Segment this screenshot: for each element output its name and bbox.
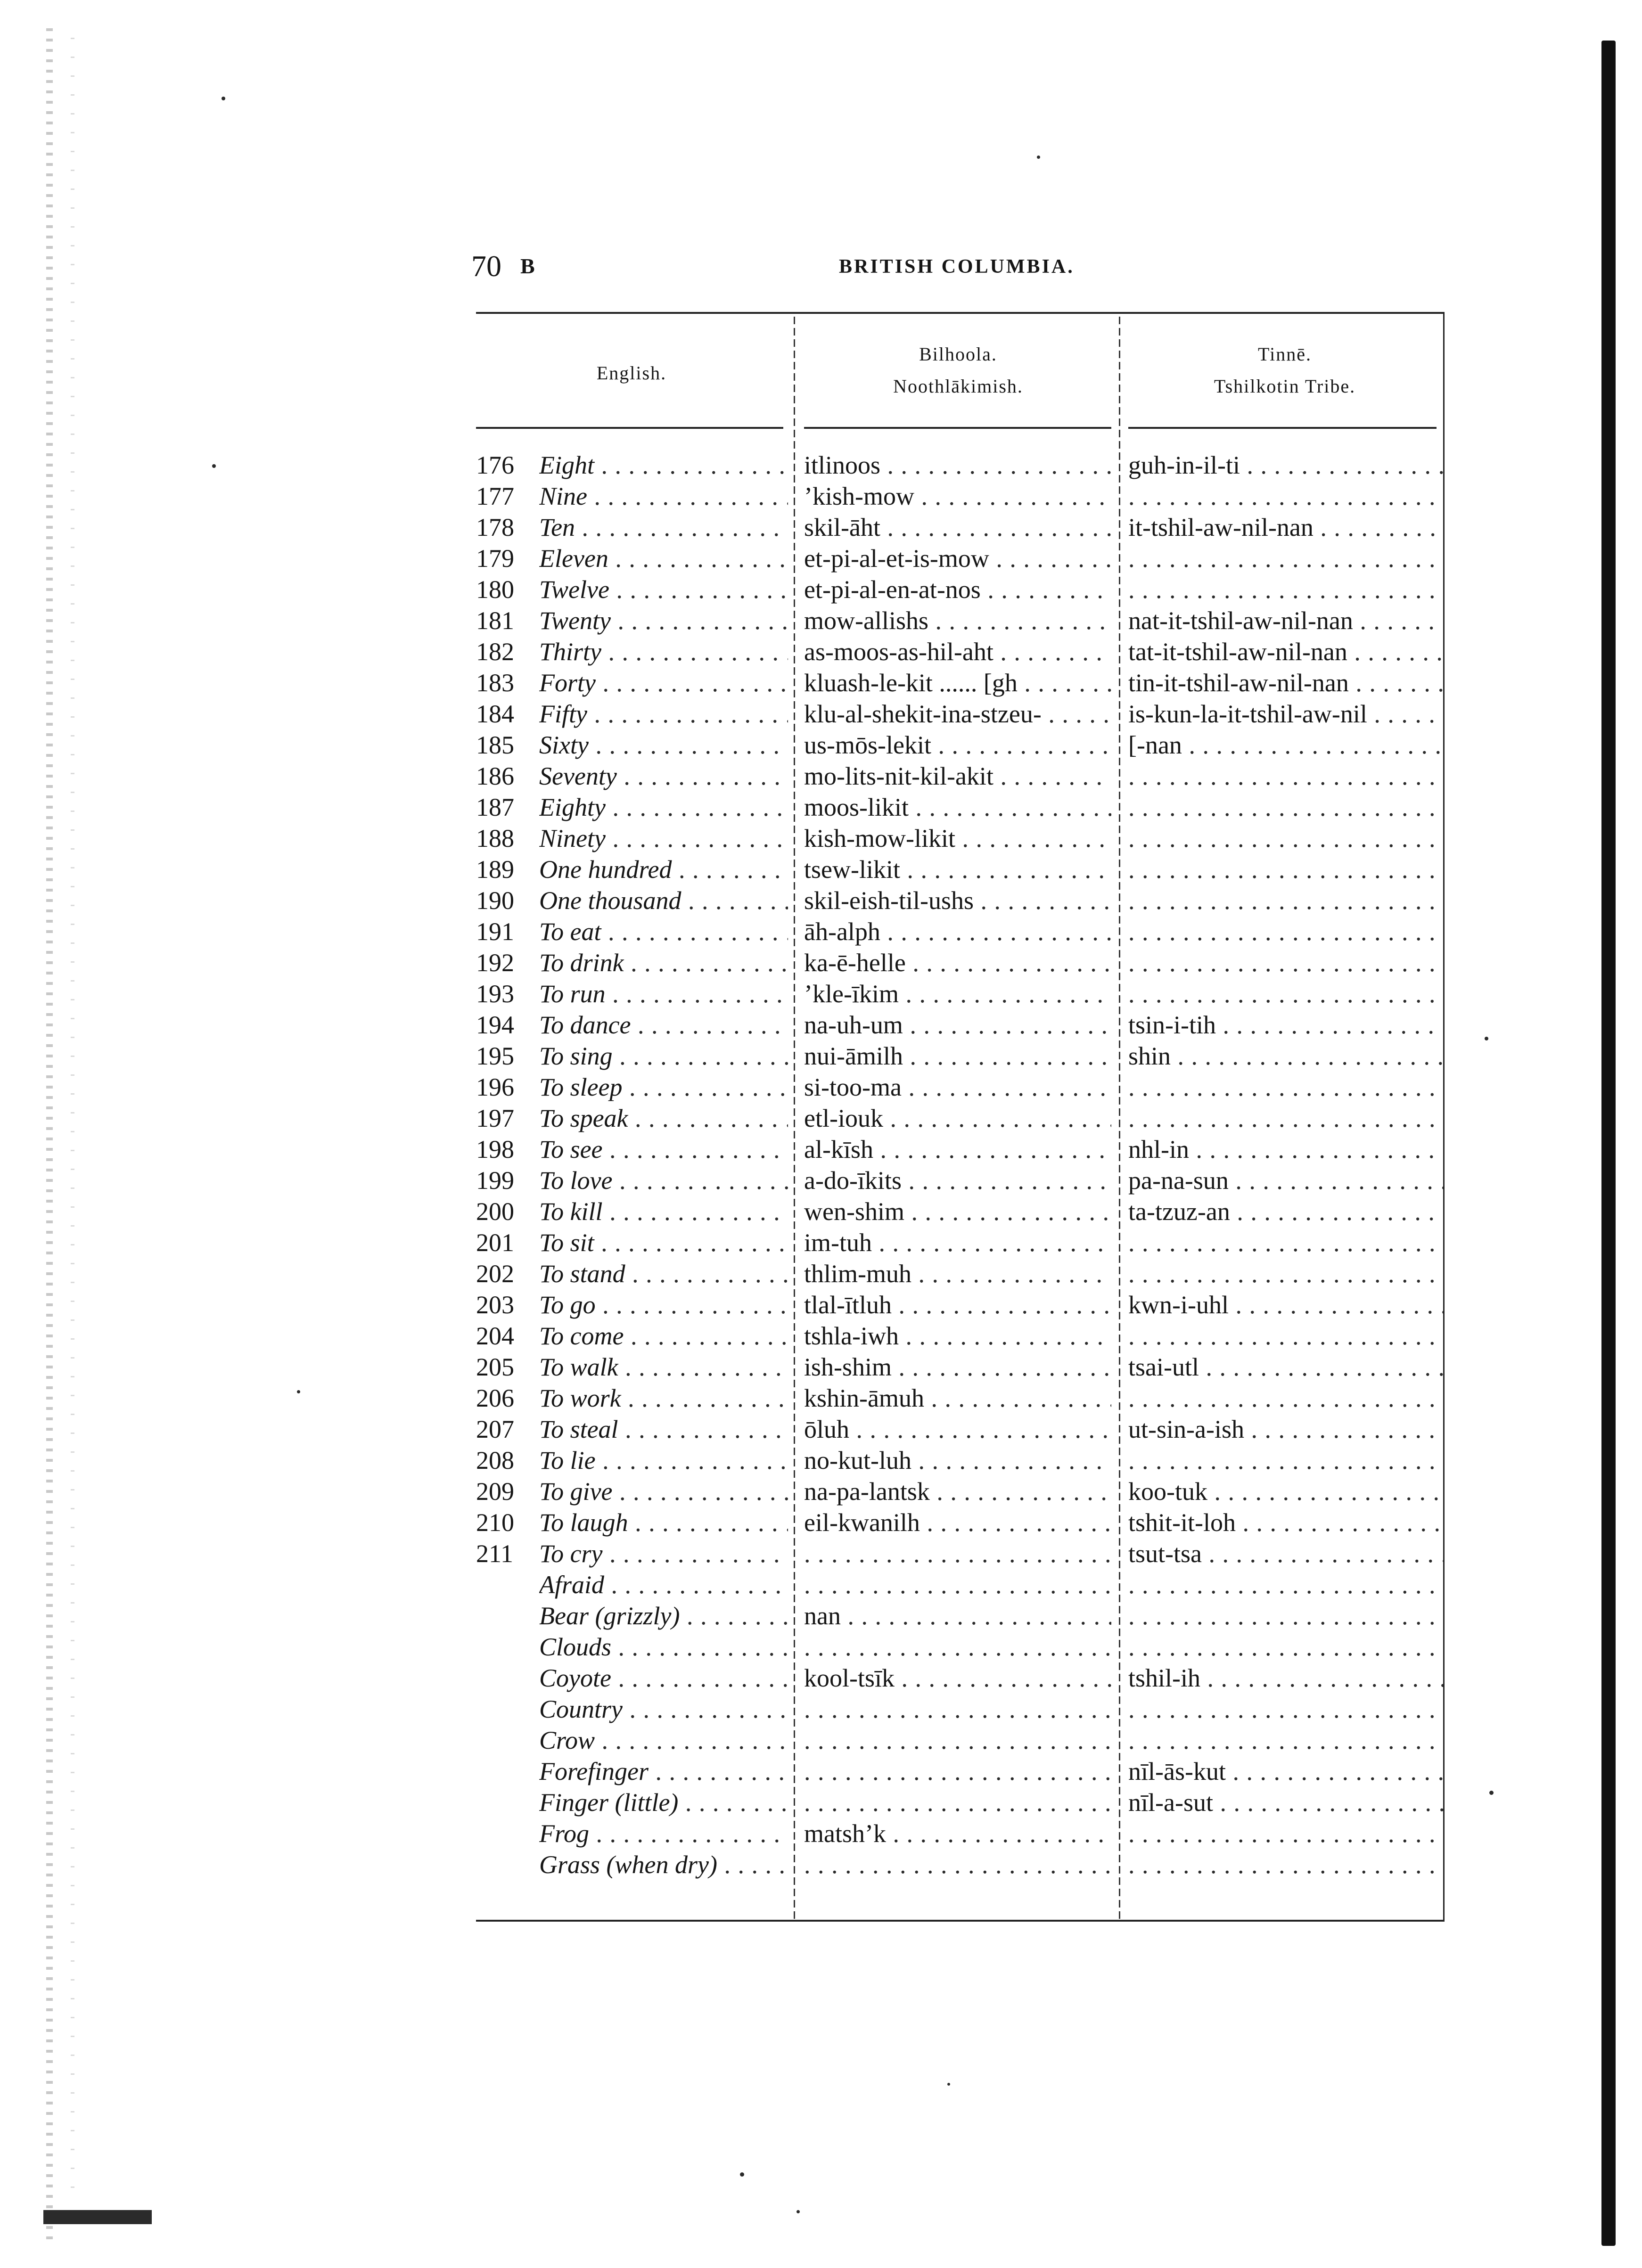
bilhoola-word xyxy=(804,1694,1111,1725)
english-word: Crow . . . xyxy=(539,1725,788,1756)
page-number: 70 xyxy=(471,249,501,283)
tinne-word: nīl-a-sut . . . xyxy=(1128,1787,1443,1818)
bilhoola-word: wen-shim . . . xyxy=(804,1196,1111,1227)
tinne-word xyxy=(1128,1258,1443,1289)
english-word: To see . . . xyxy=(539,1134,788,1165)
page-edge-shadow xyxy=(1601,41,1616,2246)
english-word: Eight . . . xyxy=(539,450,788,481)
bilhoola-word: skil-eish-til-ushs . . . xyxy=(804,885,1111,916)
table-bottom-rule xyxy=(476,1920,1444,1922)
bilhoola-word: as-moos-as-hil-aht . . . xyxy=(804,636,1111,667)
entry-number: 184 xyxy=(476,700,514,728)
bilhoola-word xyxy=(804,1787,1111,1818)
bilhoola-word: ish-shim . . . xyxy=(804,1351,1111,1383)
tinne-word: tin-it-tshil-aw-nil-nan . . . xyxy=(1128,667,1443,698)
tinne-word: guh-in-il-ti . . . xyxy=(1128,450,1443,481)
english-word: To lie . . . xyxy=(539,1445,788,1476)
english-word: Bear (grizzly) . . . xyxy=(539,1600,788,1631)
table-row xyxy=(476,978,1444,1009)
english-word: Finger (little) . . . xyxy=(539,1787,788,1818)
tinne-word xyxy=(1128,1631,1443,1662)
entry-number: 186 xyxy=(476,762,514,790)
entry-number: 183 xyxy=(476,669,514,697)
bilhoola-word: thlim-muh . . . xyxy=(804,1258,1111,1289)
tinne-word xyxy=(1128,916,1443,947)
english-word: To kill . . . xyxy=(539,1196,788,1227)
english-word: To run . . . xyxy=(539,978,788,1009)
table-row xyxy=(476,1849,1444,1880)
tinne-word xyxy=(1128,1725,1443,1756)
bilhoola-word: nui-āmilh . . . xyxy=(804,1040,1111,1072)
header-tinne-tribe: Tshilkotin Tribe. xyxy=(1214,376,1356,397)
bilhoola-word: moos-likit . . . xyxy=(804,792,1111,823)
tinne-word: tsut-tsa . . . xyxy=(1128,1538,1443,1569)
bilhoola-word: no-kut-luh . . . xyxy=(804,1445,1111,1476)
table-row xyxy=(476,543,1444,574)
table-row xyxy=(476,1383,1444,1414)
english-word: To work . . . xyxy=(539,1383,788,1414)
table-row xyxy=(476,450,1444,481)
tinne-word xyxy=(1128,543,1443,574)
entry-number: 193 xyxy=(476,980,514,1008)
english-word: Nine . . . xyxy=(539,481,788,512)
english-word: Twelve . . . xyxy=(539,574,788,605)
bilhoola-word: tlal-ītluh . . . xyxy=(804,1289,1111,1320)
table-row xyxy=(476,1165,1444,1196)
english-word: Twenty . . . xyxy=(539,605,788,636)
english-word: To sit . . . xyxy=(539,1227,788,1258)
scan-edge-noise xyxy=(71,38,74,2205)
table-row xyxy=(476,1756,1444,1787)
english-word: Coyote . . . xyxy=(539,1662,788,1694)
english-word: Grass (when dry) . . . xyxy=(539,1849,788,1880)
entry-number: 195 xyxy=(476,1042,514,1070)
table-row xyxy=(476,1320,1444,1351)
english-word: To cry . . . xyxy=(539,1538,788,1569)
entry-number: 180 xyxy=(476,575,514,604)
table-top-rule xyxy=(476,312,1444,314)
tinne-word xyxy=(1128,1103,1443,1134)
table-row xyxy=(476,1818,1444,1849)
table-row xyxy=(476,1227,1444,1258)
table-row xyxy=(476,1072,1444,1103)
tinne-word xyxy=(1128,574,1443,605)
entry-number: 204 xyxy=(476,1322,514,1350)
bilhoola-word: im-tuh . . . xyxy=(804,1227,1111,1258)
tinne-word xyxy=(1128,1818,1443,1849)
english-word: Country . . . xyxy=(539,1694,788,1725)
tinne-word: [-nan . . . xyxy=(1128,729,1443,761)
table-row xyxy=(476,1787,1444,1818)
table-row xyxy=(476,698,1444,729)
bilhoola-word: klu-al-shekit-ina-stzeu- . . . xyxy=(804,698,1111,729)
entry-number: 191 xyxy=(476,917,514,946)
english-word: Ninety . . . xyxy=(539,823,788,854)
table-row xyxy=(476,947,1444,978)
running-title: BRITISH COLUMBIA. xyxy=(839,256,1075,278)
tinne-word: nat-it-tshil-aw-nil-nan . . . xyxy=(1128,605,1443,636)
entry-number: 176 xyxy=(476,451,514,479)
bilhoola-word: kish-mow-likit . . . xyxy=(804,823,1111,854)
entry-number: 179 xyxy=(476,544,514,573)
vocabulary-table xyxy=(476,312,1444,1925)
tinne-word: tsai-utl . . . xyxy=(1128,1351,1443,1383)
table-row xyxy=(476,1662,1444,1694)
english-word: Seventy . . . xyxy=(539,761,788,792)
running-head xyxy=(471,249,1452,282)
tinne-word xyxy=(1128,823,1443,854)
column-header-bilhoola xyxy=(801,338,1115,402)
bilhoola-word: eil-kwanilh . . . xyxy=(804,1507,1111,1538)
table-row xyxy=(476,823,1444,854)
english-word: To laugh . . . xyxy=(539,1507,788,1538)
bilhoola-word: etl-iouk . . . xyxy=(804,1103,1111,1134)
table-row xyxy=(476,1134,1444,1165)
tinne-word xyxy=(1128,978,1443,1009)
table-row xyxy=(476,1009,1444,1040)
scan-speck xyxy=(1489,1791,1494,1795)
table-row xyxy=(476,574,1444,605)
bilhoola-word: kluash-le-kit ...... [gh . . . xyxy=(804,667,1111,698)
bilhoola-word: al-kīsh . . . xyxy=(804,1134,1111,1165)
table-row xyxy=(476,1694,1444,1725)
bilhoola-word: tsew-likit . . . xyxy=(804,854,1111,885)
bilhoola-word xyxy=(804,1631,1111,1662)
english-word: Frog . . . xyxy=(539,1818,788,1849)
entry-number: 196 xyxy=(476,1073,514,1101)
tinne-word xyxy=(1128,481,1443,512)
tinne-word xyxy=(1128,1227,1443,1258)
table-row xyxy=(476,481,1444,512)
english-word: Eighty . . . xyxy=(539,792,788,823)
bilhoola-word: ’kle-īkim . . . xyxy=(804,978,1111,1009)
tinne-word xyxy=(1128,1320,1443,1351)
table-row xyxy=(476,729,1444,761)
header-rule-english xyxy=(476,427,783,429)
table-row xyxy=(476,792,1444,823)
bilhoola-word: ka-ē-helle . . . xyxy=(804,947,1111,978)
entry-number: 209 xyxy=(476,1477,514,1506)
bilhoola-word: na-uh-um . . . xyxy=(804,1009,1111,1040)
table-row xyxy=(476,885,1444,916)
tinne-word: tshit-it-loh . . . xyxy=(1128,1507,1443,1538)
table-row xyxy=(476,761,1444,792)
english-word: Eleven . . . xyxy=(539,543,788,574)
tinne-word xyxy=(1128,1383,1443,1414)
table-row xyxy=(476,1725,1444,1756)
entry-number: 207 xyxy=(476,1415,514,1443)
bilhoola-word: ’kish-mow . . . xyxy=(804,481,1111,512)
table-row xyxy=(476,1040,1444,1072)
table-row xyxy=(476,1258,1444,1289)
header-rule-bilhoola xyxy=(804,427,1111,429)
entry-number: 203 xyxy=(476,1291,514,1319)
table-row xyxy=(476,916,1444,947)
header-tinne-name: Tinnē. xyxy=(1258,344,1312,365)
english-word: To eat . . . xyxy=(539,916,788,947)
table-row xyxy=(476,854,1444,885)
tinne-word: tsin-i-tih . . . xyxy=(1128,1009,1443,1040)
bilhoola-word: mo-lits-nit-kil-akit . . . xyxy=(804,761,1111,792)
tinne-word: kwn-i-uhl . . . xyxy=(1128,1289,1443,1320)
tinne-word xyxy=(1128,1849,1443,1880)
bilhoola-word: a-do-īkits . . . xyxy=(804,1165,1111,1196)
table-row xyxy=(476,512,1444,543)
entry-number: 182 xyxy=(476,638,514,666)
tinne-word xyxy=(1128,1600,1443,1631)
scan-speck xyxy=(1485,1037,1488,1040)
header-english: English. xyxy=(596,362,667,384)
tinne-word: is-kun-la-it-tshil-aw-nil . . . xyxy=(1128,698,1443,729)
tinne-word xyxy=(1128,885,1443,916)
bilhoola-word: kool-tsīk . . . xyxy=(804,1662,1111,1694)
entry-number: 198 xyxy=(476,1135,514,1163)
tinne-word: nīl-ās-kut . . . xyxy=(1128,1756,1443,1787)
entry-number: 197 xyxy=(476,1104,514,1132)
header-rule-tinne xyxy=(1128,427,1437,429)
scan-speck xyxy=(796,2210,800,2213)
english-word: To walk . . . xyxy=(539,1351,788,1383)
english-word: Clouds . . . xyxy=(539,1631,788,1662)
tinne-word xyxy=(1128,1569,1443,1600)
entry-number: 181 xyxy=(476,606,514,635)
tinne-word xyxy=(1128,947,1443,978)
scan-speck xyxy=(212,464,216,468)
english-word: Forty . . . xyxy=(539,667,788,698)
english-word: To sing . . . xyxy=(539,1040,788,1072)
entry-number: 201 xyxy=(476,1228,514,1257)
entry-number: 190 xyxy=(476,886,514,915)
tinne-word xyxy=(1128,854,1443,885)
table-row xyxy=(476,1289,1444,1320)
scan-edge-noise xyxy=(46,28,53,2243)
table-row xyxy=(476,1569,1444,1600)
bilhoola-word: mow-allishs . . . xyxy=(804,605,1111,636)
scan-speck xyxy=(947,2083,950,2086)
bilhoola-word: na-pa-lantsk . . . xyxy=(804,1476,1111,1507)
tinne-word: pa-na-sun . . . xyxy=(1128,1165,1443,1196)
scan-corner-mark xyxy=(43,2210,152,2224)
table-row xyxy=(476,636,1444,667)
column-header-english xyxy=(476,357,787,389)
tinne-word: koo-tuk . . . xyxy=(1128,1476,1443,1507)
column-header-tinne xyxy=(1126,338,1443,402)
bilhoola-word: et-pi-al-et-is-mow . . . xyxy=(804,543,1111,574)
table-row xyxy=(476,1600,1444,1631)
english-word: Fifty . . . xyxy=(539,698,788,729)
table-row xyxy=(476,1631,1444,1662)
tinne-word: nhl-in . . . xyxy=(1128,1134,1443,1165)
table-row xyxy=(476,1103,1444,1134)
entry-number: 178 xyxy=(476,513,514,541)
entry-number: 202 xyxy=(476,1260,514,1288)
bilhoola-word: si-too-ma . . . xyxy=(804,1072,1111,1103)
entry-number: 188 xyxy=(476,824,514,852)
bilhoola-word xyxy=(804,1756,1111,1787)
bilhoola-word: skil-āht . . . xyxy=(804,512,1111,543)
english-word: To give . . . xyxy=(539,1476,788,1507)
english-word: To come . . . xyxy=(539,1320,788,1351)
bilhoola-word: nan . . . xyxy=(804,1600,1111,1631)
tinne-word: tat-it-tshil-aw-nil-nan . . . xyxy=(1128,636,1443,667)
bilhoola-word: ōluh . . . xyxy=(804,1414,1111,1445)
tinne-word: it-tshil-aw-nil-nan . . . xyxy=(1128,512,1443,543)
table-row xyxy=(476,1538,1444,1569)
english-word: To drink . . . xyxy=(539,947,788,978)
page-number-suffix: B xyxy=(520,254,535,278)
bilhoola-word: tshla-iwh . . . xyxy=(804,1320,1111,1351)
entry-number: 189 xyxy=(476,855,514,884)
table-row xyxy=(476,1414,1444,1445)
entry-number: 187 xyxy=(476,793,514,821)
bilhoola-word: et-pi-al-en-at-nos . . . xyxy=(804,574,1111,605)
tinne-word xyxy=(1128,792,1443,823)
table-row xyxy=(476,605,1444,636)
entry-number: 185 xyxy=(476,731,514,759)
english-word: Sixty . . . xyxy=(539,729,788,761)
table-row xyxy=(476,1476,1444,1507)
english-word: To sleep . . . xyxy=(539,1072,788,1103)
bilhoola-word xyxy=(804,1569,1111,1600)
entry-number: 211 xyxy=(476,1539,513,1568)
english-word: Forefinger . . . xyxy=(539,1756,788,1787)
bilhoola-word xyxy=(804,1849,1111,1880)
entry-number: 206 xyxy=(476,1384,514,1412)
english-word: Thirty . . . xyxy=(539,636,788,667)
english-word: One hundred . . . xyxy=(539,854,788,885)
tinne-word: tshil-ih . . . xyxy=(1128,1662,1443,1694)
english-word: Afraid . . . xyxy=(539,1569,788,1600)
tinne-word: ta-tzuz-an . . . xyxy=(1128,1196,1443,1227)
table-row xyxy=(476,667,1444,698)
entry-number: 205 xyxy=(476,1353,514,1381)
entry-number: 200 xyxy=(476,1197,514,1226)
bilhoola-word xyxy=(804,1538,1111,1569)
tinne-word: shin . . . xyxy=(1128,1040,1443,1072)
english-word: To stand . . . xyxy=(539,1258,788,1289)
header-bilhoola-name: Bilhoola. xyxy=(919,344,997,365)
entry-number: 192 xyxy=(476,949,514,977)
bilhoola-word: us-mōs-lekit . . . xyxy=(804,729,1111,761)
bilhoola-word xyxy=(804,1725,1111,1756)
table-row xyxy=(476,1445,1444,1476)
english-word: To go . . . xyxy=(539,1289,788,1320)
scan-speck xyxy=(740,2172,744,2177)
entry-number: 208 xyxy=(476,1446,514,1474)
header-bilhoola-tribe: Noothlākimish. xyxy=(893,376,1023,397)
scan-speck xyxy=(297,1390,300,1393)
tinne-word xyxy=(1128,1694,1443,1725)
tinne-word xyxy=(1128,1445,1443,1476)
tinne-word xyxy=(1128,761,1443,792)
english-word: To love . . . xyxy=(539,1165,788,1196)
entry-number: 199 xyxy=(476,1166,514,1195)
english-word: To dance . . . xyxy=(539,1009,788,1040)
table-row xyxy=(476,1196,1444,1227)
table-row xyxy=(476,1351,1444,1383)
bilhoola-word: itlinoos . . . xyxy=(804,450,1111,481)
entry-number: 194 xyxy=(476,1011,514,1039)
english-word: One thousand . . . xyxy=(539,885,788,916)
bilhoola-word: kshin-āmuh . . . xyxy=(804,1383,1111,1414)
english-word: Ten . . . xyxy=(539,512,788,543)
english-word: To speak . . . xyxy=(539,1103,788,1134)
tinne-word: ut-sin-a-ish . . . xyxy=(1128,1414,1443,1445)
bilhoola-word: āh-alph . . . xyxy=(804,916,1111,947)
english-word: To steal . . . xyxy=(539,1414,788,1445)
entry-number: 210 xyxy=(476,1508,514,1537)
entry-number: 177 xyxy=(476,482,514,510)
scan-speck xyxy=(1037,156,1040,159)
bilhoola-word: matsh’k . . . xyxy=(804,1818,1111,1849)
tinne-word xyxy=(1128,1072,1443,1103)
scan-speck xyxy=(222,97,225,100)
table-row xyxy=(476,1507,1444,1538)
